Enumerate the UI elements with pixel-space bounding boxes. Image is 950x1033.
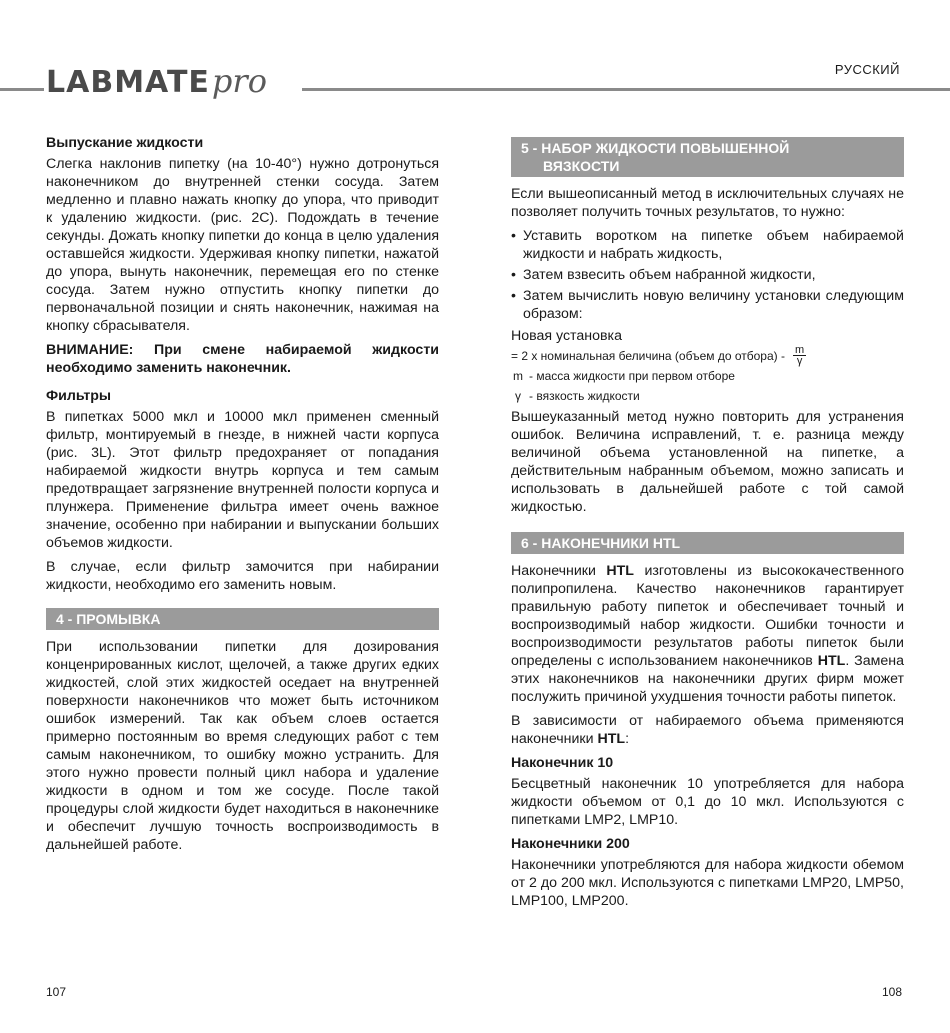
new-setting-label: Новая установка xyxy=(511,328,622,344)
page-number-right: 108 xyxy=(881,985,902,999)
formula-text: = 2 x номинальная беличина (объем до отбора) - xyxy=(511,348,785,363)
warning-text: ВНИМАНИЕ: При смене набираемой жидкости необходимо заменить наконечник. xyxy=(46,342,439,376)
logo-pro-text: pro xyxy=(211,62,267,100)
list-item: • Затем вычислить новую величину установки следующим образом: xyxy=(511,287,904,323)
section-6-paragraph-1 xyxy=(511,562,904,706)
text-run: изготовлены из высококачественного полипропилена. Качество наконечников гарантирует правильную работу пипеток и обеспечивает точный и воспроизводимый набор жидкости. Ошибки точности и воспроизводимости результатов работы пипеток были определены с использованием наконечников xyxy=(511,563,904,669)
section-5-outro: Вышеуказанный метод нужно повторить для устранения ошибок. Величина исправлений, т. е. разница между величиной объема установленной на пипетке, а действительным набранным объемом, можно записать и использовать в дальнейшей работе с той самой жидкостью. xyxy=(511,409,904,515)
section-5-intro: Если вышеописанный метод в исключительных случаях не позволяет получить точных результатов, то нужно: xyxy=(511,186,904,220)
tips-200-heading: Наконечники 200 xyxy=(511,836,630,852)
htl-brand: HTL xyxy=(817,653,846,669)
gamma-symbol: γ xyxy=(515,389,521,403)
filters-heading: Фильтры xyxy=(46,388,112,404)
release-heading: Выпускание жидкости xyxy=(46,135,204,151)
list-item: • Затем взвесить объем набранной жидкости, xyxy=(511,266,904,284)
section-6-title: 6 - НАКОНЕЧНИКИ HTL xyxy=(521,535,681,551)
m-definition xyxy=(511,366,904,386)
filters-paragraph-2: В случае, если фильтр замочится при набирании жидкости, необходимо его заменить новым. xyxy=(46,559,439,593)
formula-row xyxy=(511,345,904,366)
gamma-definition xyxy=(511,386,904,406)
htl-brand: HTL xyxy=(606,563,634,579)
tips-200-paragraph: Наконечники употребляются для набора жидкости обемом от 2 до 200 мкл. Используются с пипетками LMP20, LMP50, LMP100, LMP200. xyxy=(511,857,904,909)
filters-paragraph-1: В пипетках 5000 мкл и 10000 мкл применен сменный фильтр, монтируемый в гнезде, в нижней части корпуса (рис. 3L). Этот фильтр предохраняет от попадания набираемой жидкости внутрь корпуса и тем самым предотвращает загрязнение внутренней полости корпуса и плунжера. Применение фильтра имеет очень важное значение, особенно при набирании и выпускании больших объемов жидкости. xyxy=(46,409,439,551)
section-5-heading xyxy=(511,137,904,177)
section-4-title: 4 - ПРОМЫВКА xyxy=(56,611,161,627)
page-number-left: 107 xyxy=(46,985,67,999)
section-4-heading xyxy=(46,608,439,630)
header-rule-right xyxy=(302,88,950,91)
labmate-pro-logo xyxy=(46,62,267,102)
m-description: - масса жидкости при первом отборе xyxy=(529,369,735,383)
left-column xyxy=(46,134,439,860)
text-run: : xyxy=(625,731,630,747)
formula-block xyxy=(511,345,904,406)
list-item: • Уставить воротком на пипетке объем набираемой жидкости и набрать жидкость, xyxy=(511,227,904,263)
section-4-paragraph: При использовании пипетки для дозирования конценрированных кислот, щелочей, а также других едких жидкостей, слой этих жидкостей оседает на внутренней поверхности наконечников что может быть источником ошибок измерений. Так как объем слоев остается примерно постоянным во время следующих работ с тем самым наконечником, то ошибку можно устранить. Для этого нужно провести полный цикл набора и удаление жидкости в одном и том же сосуде. После такой процедуры слой жидкости будет находиться в наконечнике и обеспечит лучшую точность воспроизводимость в дальнейшей работе. xyxy=(46,639,439,853)
text-run: Наконечники xyxy=(511,563,607,579)
section-6-paragraph-2 xyxy=(511,712,904,748)
htl-brand: HTL xyxy=(597,731,626,747)
gamma-description: - вязкость жидкости xyxy=(529,389,640,403)
fraction-numerator: m xyxy=(794,344,805,356)
formula-fraction xyxy=(793,345,806,366)
logo-main-text: LABMATE xyxy=(46,65,210,100)
language-label: РУССКИЙ xyxy=(834,62,900,77)
header-rule-left xyxy=(0,88,44,91)
fraction-denominator: γ xyxy=(796,355,803,367)
m-symbol: m xyxy=(513,369,523,383)
tips-10-paragraph: Бесцветный наконечник 10 употребляется для набора жидкости объемом от 0,1 до 10 мкл. Используются с пипетками LMP2, LMP10. xyxy=(511,776,904,828)
section-5-title-line-1: 5 - НАБОР ЖИДКОСТИ ПОВЫШЕННОЙ xyxy=(521,140,790,156)
text-run: . Замена этих наконечников на наконечники других фирм может послужить причиной ухудшения точности работы пипеток. xyxy=(511,653,904,705)
steps-list xyxy=(511,227,904,323)
section-5-title-line-2: ВЯЗКОСТИ xyxy=(543,158,620,174)
text-run: В зависимости от набираемого объема применяются наконечники xyxy=(511,713,904,747)
tips-10-heading: Наконечник 10 xyxy=(511,755,614,771)
release-paragraph: Слегка наклонив пипетку (на 10-40°) нужно дотронуться наконечником до внутренней стенки сосуда. Затем медленно и плавно нажать кнопку до упора, что приводит к удалению жидкости. (рис. 2C). Подождать в течение секунды. Дожать кнопку пипетки до конца в целю удаления оставшейся жидкости. Удерживая кнопку пипетки, нажатой до упора, вынуть наконечник, перемещая его по стенке сосуда. Затем нужно отпустить кнопку пипетки до первоначальной позиции и снять наконечник, нажимая на кнопку сбрасывателя. xyxy=(46,156,439,334)
section-6-heading xyxy=(511,532,904,554)
right-column xyxy=(511,137,904,916)
